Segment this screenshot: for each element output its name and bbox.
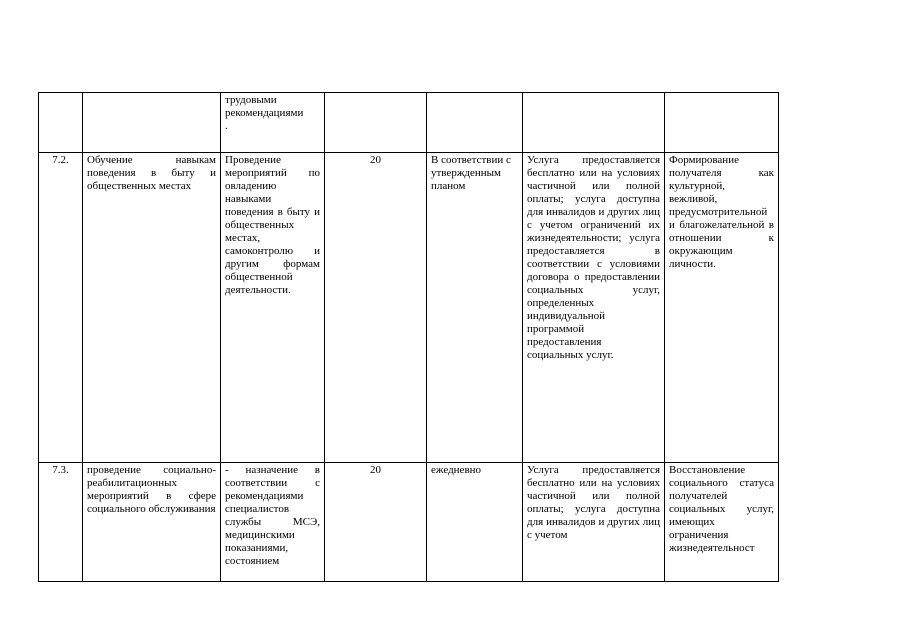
- description-cell: [221, 463, 325, 582]
- description-text: трудовыми рекомендациями .: [225, 94, 304, 132]
- period-cell: [427, 463, 523, 582]
- row-number-cell: 7.2.: [39, 153, 83, 463]
- row-number-text: 7.3.: [52, 464, 69, 476]
- services-table: [38, 92, 779, 582]
- conditions-cell: Услуга предоставляется бесплатно или на условиях частичной или полной оплаты; услуга доступна для инвалидов и других лиц с учетом ограничений их жизнедеятельности; услуга предоставляется в соответствии с условиями договора о предоставлении социальных услуг, определенных индивидуальной программой предоставления социальных услуг.: [523, 153, 665, 463]
- conditions-cell: [523, 463, 665, 582]
- period-cell: [427, 93, 523, 153]
- volume-cell: [325, 93, 427, 153]
- row-number-cell: [39, 463, 83, 582]
- table-row: [39, 153, 779, 463]
- period-cell: В соответствии с утвержденным планом: [427, 153, 523, 463]
- volume-cell: [325, 463, 427, 582]
- result-cell: [665, 93, 779, 153]
- service-name-cell: [83, 463, 221, 582]
- result-cell: [665, 463, 779, 582]
- service-name-text: проведение социально-реабилитационных мероприятий в сфере социального обслуживания: [87, 464, 216, 515]
- conditions-cell: [523, 93, 665, 153]
- period-text: ежедневно: [431, 464, 482, 476]
- service-name-cell: Обучение навыкам поведения в быту и общественных местах: [83, 153, 221, 463]
- description-cell: [221, 93, 325, 153]
- volume-cell: 20: [325, 153, 427, 463]
- conditions-text: Услуга предоставляется бесплатно или на условиях частичной или полной оплаты; услуга доступна для инвалидов и других лиц с учетом: [527, 464, 660, 541]
- row-number-cell: [39, 93, 83, 153]
- volume-text: 20: [370, 464, 381, 476]
- description-cell: Проведение мероприятий по овладению навыками поведения в быту и общественных местах, самоконтролю и другим формам общественной деятельности.: [221, 153, 325, 463]
- result-text: Восстановление социального статуса получателей социальных услуг, имеющих ограничения жизнедеятельност: [669, 464, 774, 554]
- result-cell: Формирование получателя как культурной, вежливой, предусмотрительной и благожелательной в отношении к окружающим личности.: [665, 153, 779, 463]
- table-row: [39, 93, 779, 153]
- table-row: [39, 463, 779, 582]
- service-name-cell: [83, 93, 221, 153]
- description-text: - назначение в соответствии с рекомендациями специалистов службы МСЭ, медицинскими показаниями, состоянием: [225, 464, 320, 567]
